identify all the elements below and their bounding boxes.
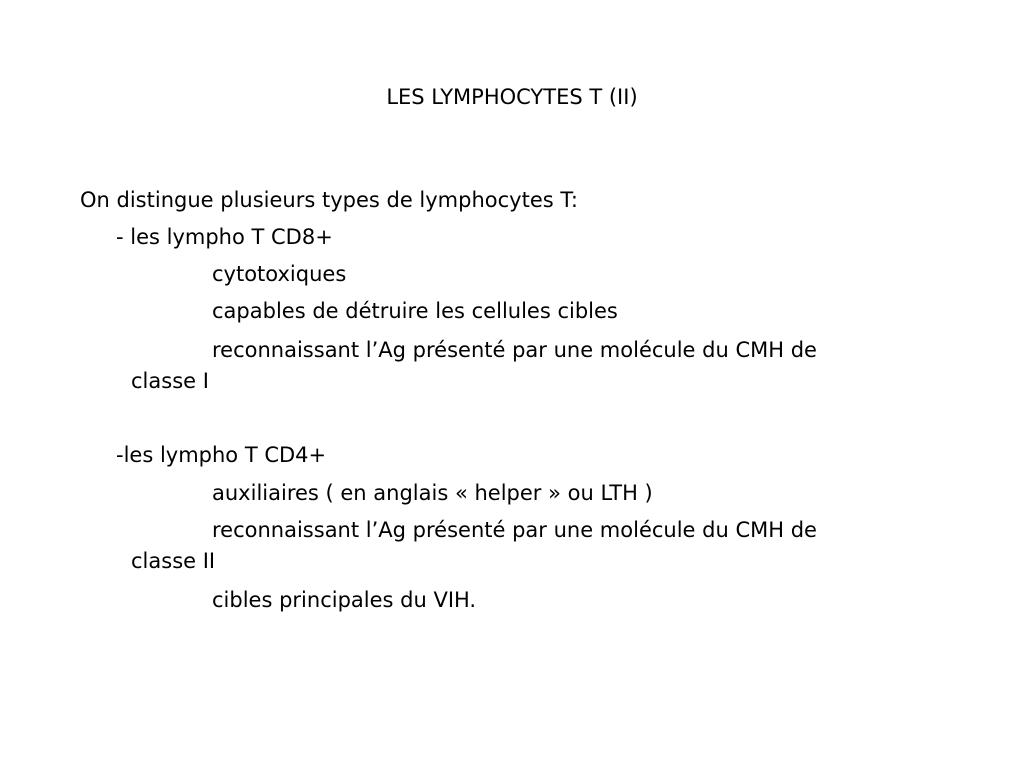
cd4-heading: -les lympho T CD4+	[116, 443, 327, 467]
cd4-item-helper: auxiliaires ( en anglais « helper » ou LTH )	[212, 481, 653, 505]
cd4-item-mhc-class: classe II	[131, 549, 216, 573]
cd8-item-cytotoxic: cytotoxiques	[212, 262, 347, 286]
cd8-item-mhc-recognition: reconnaissant l’Ag présenté par une molécule du CMH de	[212, 338, 817, 362]
cd8-heading: - les lympho T CD8+	[116, 225, 333, 249]
cd8-item-destroy-targets: capables de détruire les cellules cibles	[212, 299, 618, 323]
cd4-item-mhc-recognition: reconnaissant l’Ag présenté par une molécule du CMH de	[212, 518, 817, 542]
cd8-item-mhc-class: classe I	[131, 369, 209, 393]
intro-text: On distingue plusieurs types de lymphocytes T:	[80, 188, 578, 212]
slide-title: LES LYMPHOCYTES T (II)	[386, 85, 638, 109]
cd4-item-hiv-targets: cibles principales du VIH.	[212, 588, 477, 612]
